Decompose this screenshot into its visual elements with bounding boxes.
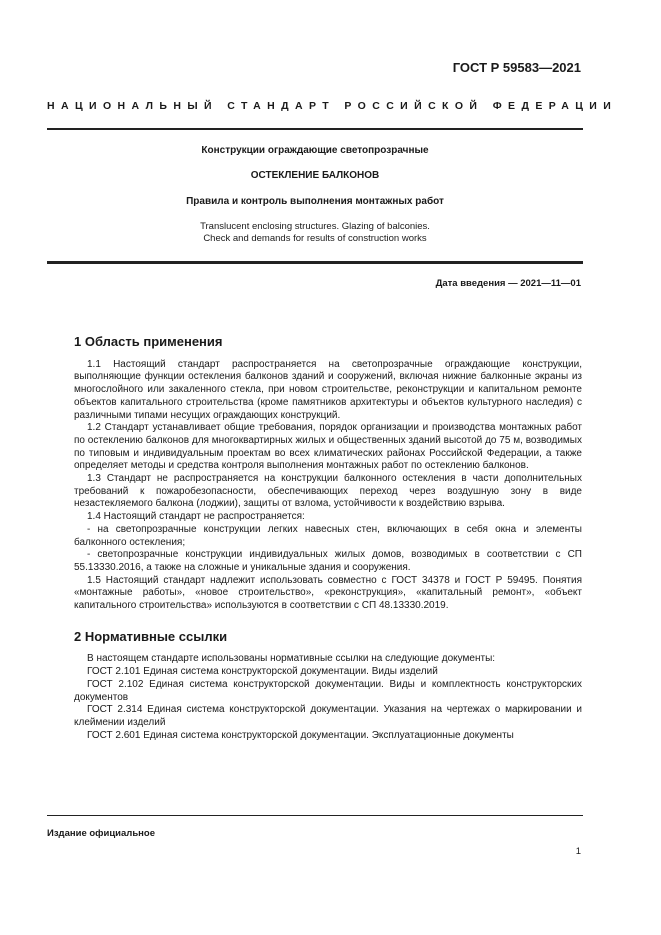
list-item: - на светопрозрачные конструкции легких навесных стен, включающих в себя окна и элементы балконного остекления; xyxy=(74,523,582,548)
header-rule xyxy=(47,128,583,130)
footer-rule xyxy=(47,815,583,816)
reference-item: ГОСТ 2.102 Единая система конструкторской документации. Виды и комплектность конструкторских документов xyxy=(74,678,582,703)
section-2-title: 2 Нормативные ссылки xyxy=(74,628,228,644)
edition-label: Издание официальное xyxy=(47,828,155,839)
paragraph: 1.1 Настоящий стандарт распространяется на светопрозрачные ограждающие конструкции, выполняющие функции остекления балконов зданий и сооружений, включая нижние балконные экраны из многослойного или закаленного стекла, при новом строительстве, реконструкции и капитальном ремонте объектов капитального строительства (кроме памятников архитектуры и объектов культурного наследия) с различными типами несущих ограждающих конструкций. xyxy=(74,358,582,421)
paragraph: 1.5 Настоящий стандарт надлежит использовать совместно с ГОСТ 34378 и ГОСТ Р 59495. Понятия «монтажные работы», «новое строительство», «реконструкция», «капитальный ремонт», «объект капитального строительства» используются в соответствии с СП 48.13330.2019. xyxy=(74,574,582,612)
intro-date: Дата введения — 2021—11—01 xyxy=(435,278,581,289)
title-line-2: ОСТЕКЛЕНИЕ БАЛКОНОВ xyxy=(250,170,380,181)
title-line-3: Правила и контроль выполнения монтажных работ xyxy=(186,196,444,207)
standard-type-heading: НАЦИОНАЛЬНЫЙ СТАНДАРТ РОССИЙСКОЙ ФЕДЕРАЦИИ xyxy=(47,100,618,112)
reference-item: ГОСТ 2.101 Единая система конструкторской документации. Виды изделий xyxy=(87,666,438,678)
english-title xyxy=(47,221,583,245)
english-title-line-1: Translucent enclosing structures. Glazing of balconies. xyxy=(200,221,430,232)
list-item: - светопрозрачные конструкции индивидуальных жилых домов, возводимых в соответствии с СП 55.13330.2016, а также на сложные и уникальные здания и сооружения. xyxy=(74,549,582,573)
section-2 xyxy=(74,628,582,743)
english-title-line-2: Check and demands for results of construction works xyxy=(203,233,427,244)
reference-item: ГОСТ 2.601 Единая система конструкторской документации. Эксплуатационные документы xyxy=(87,729,514,741)
main-content xyxy=(74,336,582,742)
paragraph: 1.3 Стандарт не распространяется на конструкции балконного остекления в части дополнительных требований к пожаробезопасности, обеспечивающих переход через воздушную зону в виде незастекляемого балкона (лоджии), защиты от взлома, устойчивости к воздействию взрыва. xyxy=(74,473,582,510)
page-number: 1 xyxy=(575,846,581,857)
paragraph: 1.4 Настоящий стандарт не распространяется: xyxy=(87,511,305,523)
gost-number: ГОСТ Р 59583—2021 xyxy=(452,60,581,75)
paragraph: 1.2 Стандарт устанавливает общие требования, порядок организации и производства монтажных работ по остеклению балконов для многоквартирных жилых и общественных зданий высотой до 75 м, возводимых по типовым и индивидуальным проектам во всех климатических районах Российской Федерации, а также определяет методы и средства контроля выполнения монтажных работ по остеклению балконов. xyxy=(74,422,582,472)
section-1 xyxy=(74,336,582,613)
reference-item: ГОСТ 2.314 Единая система конструкторской документации. Указания на чертежах о маркировании и клеймении изделий xyxy=(74,704,582,728)
paragraph: В настоящем стандарте использованы нормативные ссылки на следующие документы: xyxy=(87,653,496,665)
title-rule xyxy=(47,261,583,264)
title-line-1: Конструкции ограждающие светопрозрачные xyxy=(201,145,429,156)
section-1-title: 1 Область применения xyxy=(74,334,223,349)
